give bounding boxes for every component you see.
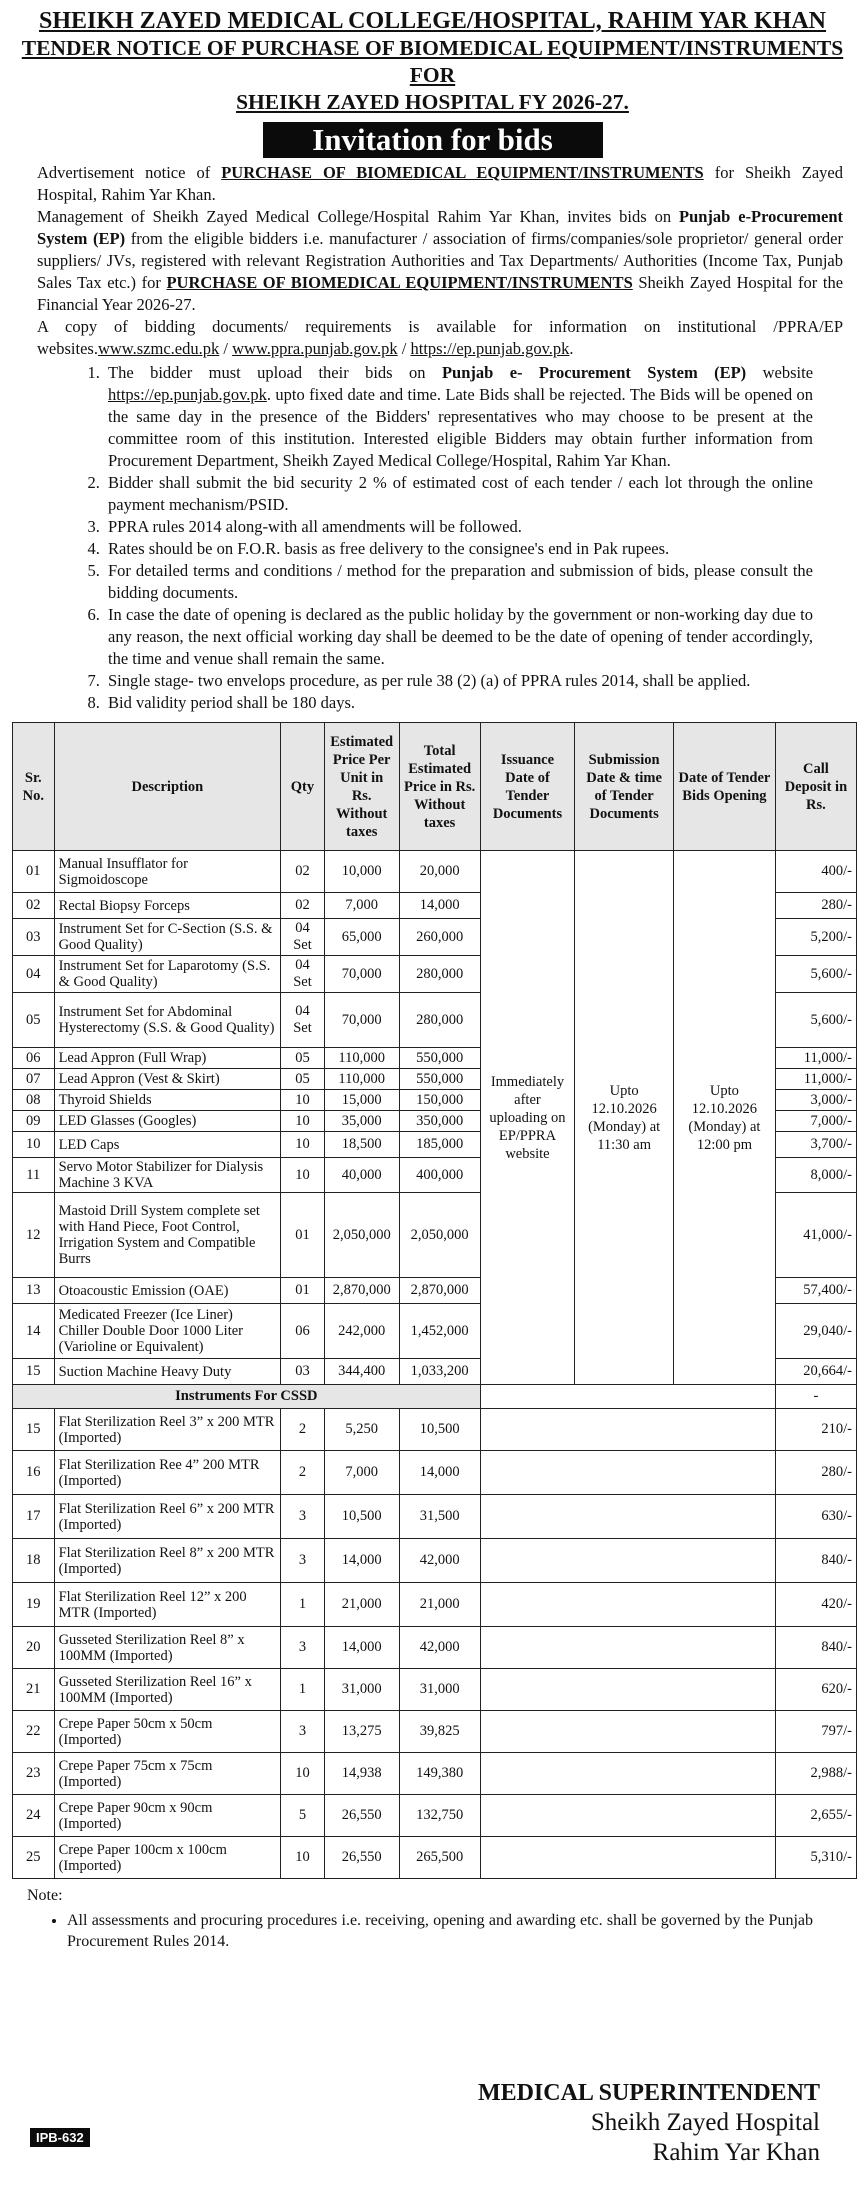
row-sr: 07 bbox=[13, 1069, 55, 1090]
row-total-price: 550,000 bbox=[399, 1069, 480, 1090]
link-ep-term[interactable]: https://ep.punjab.gov.pk bbox=[108, 385, 267, 404]
row-total-price: 260,000 bbox=[399, 919, 480, 956]
link-ep[interactable]: https://ep.punjab.gov.pk bbox=[410, 339, 570, 358]
row-deposit: 3,700/- bbox=[775, 1132, 856, 1158]
row-total-price: 550,000 bbox=[399, 1048, 480, 1069]
term-item: 4. Rates should be on F.O.R. basis as free delivery to the consignee's end in Pak rupees. bbox=[104, 538, 813, 560]
row-unit-price: 14,000 bbox=[324, 1539, 399, 1583]
row-unit-price: 13,275 bbox=[324, 1711, 399, 1753]
row-description: Servo Motor Stabilizer for Dialysis Machine 3 KVA bbox=[54, 1158, 281, 1193]
intro-paragraph-3: A copy of bidding documents/ requirements is available for information on institutional /PPRA/EP websites.www.szmc.edu.pk / www.ppra.punjab.gov.pk / https://ep.punjab.gov.pk. bbox=[37, 317, 843, 358]
row-deposit: 5,200/- bbox=[775, 919, 856, 956]
section-blank bbox=[480, 1385, 775, 1409]
row-description: Instrument Set for Laparotomy (S.S. & Good Quality) bbox=[54, 956, 281, 993]
row-deposit: 280/- bbox=[775, 893, 856, 919]
table-row bbox=[13, 851, 857, 893]
row-sr: 22 bbox=[13, 1711, 55, 1753]
row-total-price: 31,000 bbox=[399, 1669, 480, 1711]
row-qty: 02 bbox=[281, 893, 325, 919]
notice-header bbox=[12, 8, 853, 116]
col-qty: Qty bbox=[281, 723, 325, 851]
table-row bbox=[13, 1409, 857, 1451]
col-issuance: Issuance Date of Tender Documents bbox=[480, 723, 575, 851]
col-deposit: Call Deposit in Rs. bbox=[775, 723, 856, 851]
intro-paragraph-2: Management of Sheikh Zayed Medical College/Hospital Rahim Yar Khan, invites bids on Punjab e-Procurement System (EP) from the eligible bidders i.e. manufacturer / association of firms/companies/sole proprietor/ general order suppliers/ JVs, registered with relevant Registration Authorities and Tax Departments/ Authorities (Income Tax, Punjab Sales Tax etc.) for PURCHASE OF BIOMEDICAL EQUIPMENT/INSTRUMENTS Sheikh Zayed Hospital for the Financial Year 2026-27. bbox=[37, 207, 844, 314]
term-item: 6. In case the date of opening is declared as the public holiday by the government or non-working day due to any reason, the next official working day shall be deemed to be the date of opening of tender accordingly, the time and venue shall remain the same. bbox=[104, 604, 813, 670]
row-description: Flat Sterilization Reel 3” x 200 MTR (Imported) bbox=[54, 1409, 281, 1451]
row-deposit: 29,040/- bbox=[775, 1304, 856, 1359]
row-total-price: 149,380 bbox=[399, 1753, 480, 1795]
row-total-price: 1,033,200 bbox=[399, 1359, 480, 1385]
row-deposit: 630/- bbox=[775, 1495, 856, 1539]
row-description: Instrument Set for C-Section (S.S. & Good Quality) bbox=[54, 919, 281, 956]
row-unit-price: 18,500 bbox=[324, 1132, 399, 1158]
row-qty: 1 bbox=[281, 1583, 325, 1627]
row-total-price: 2,870,000 bbox=[399, 1278, 480, 1304]
row-unit-price: 31,000 bbox=[324, 1669, 399, 1711]
section-row bbox=[13, 1385, 857, 1409]
issuance-date: Immediately after uploading on EP/PPRA website bbox=[480, 851, 575, 1385]
row-total-price: 42,000 bbox=[399, 1539, 480, 1583]
row-unit-price: 40,000 bbox=[324, 1158, 399, 1193]
row-total-price: 280,000 bbox=[399, 956, 480, 993]
row-description: Crepe Paper 75cm x 75cm (Imported) bbox=[54, 1753, 281, 1795]
row-deposit: 20,664/- bbox=[775, 1359, 856, 1385]
row-sr: 12 bbox=[13, 1193, 55, 1278]
row-qty: 1 bbox=[281, 1669, 325, 1711]
link-szmc[interactable]: www.szmc.edu.pk bbox=[97, 339, 220, 358]
row-sr: 15 bbox=[13, 1409, 55, 1451]
row-total-price: 265,500 bbox=[399, 1837, 480, 1879]
row-total-price: 400,000 bbox=[399, 1158, 480, 1193]
row-description: Medicated Freezer (Ice Liner) Chiller Double Door 1000 Liter (Varioline or Equivalent) bbox=[54, 1304, 281, 1359]
row-sr: 01 bbox=[13, 851, 55, 893]
row-qty: 03 bbox=[281, 1359, 325, 1385]
row-description: Flat Sterilization Reel 6” x 200 MTR (Imported) bbox=[54, 1495, 281, 1539]
table-row bbox=[13, 1451, 857, 1495]
row-description: Mastoid Drill System complete set with Hand Piece, Foot Control, Irrigation System and Compatible Burrs bbox=[54, 1193, 281, 1278]
row-unit-price: 10,500 bbox=[324, 1495, 399, 1539]
row-qty: 10 bbox=[281, 1837, 325, 1879]
row-qty: 10 bbox=[281, 1132, 325, 1158]
row-sr: 08 bbox=[13, 1090, 55, 1111]
row-unit-price: 344,400 bbox=[324, 1359, 399, 1385]
term-item: 1. The bidder must upload their bids on Punjab e- Procurement System (EP) website https://ep.punjab.gov.pk. upto fixed date and time. Late Bids shall be rejected. The Bids will be opened on the same day in the presence of the Bidders' representatives who may choose to be present at the committee room of this institution. Interested eligible Bidders may obtain further information from Procurement Department, Sheikh Zayed Medical College/Hospital, Rahim Yar Khan. bbox=[104, 362, 813, 472]
row-total-price: 42,000 bbox=[399, 1627, 480, 1669]
row-deposit: 57,400/- bbox=[775, 1278, 856, 1304]
row-qty: 2 bbox=[281, 1451, 325, 1495]
row-unit-price: 2,050,000 bbox=[324, 1193, 399, 1278]
row-total-price: 280,000 bbox=[399, 993, 480, 1048]
row-deposit: 8,000/- bbox=[775, 1158, 856, 1193]
row-description: Crepe Paper 90cm x 90cm (Imported) bbox=[54, 1795, 281, 1837]
notice-title-line2: SHEIKH ZAYED HOSPITAL FY 2026-27. bbox=[236, 90, 629, 114]
row-qty: 3 bbox=[281, 1495, 325, 1539]
row-unit-price: 14,000 bbox=[324, 1627, 399, 1669]
terms-list bbox=[82, 362, 813, 714]
row-description: Lead Appron (Vest & Skirt) bbox=[54, 1069, 281, 1090]
row-deposit: 5,310/- bbox=[775, 1837, 856, 1879]
row-total-price: 150,000 bbox=[399, 1090, 480, 1111]
row-sr: 19 bbox=[13, 1583, 55, 1627]
row-unit-price: 110,000 bbox=[324, 1048, 399, 1069]
row-deposit: 11,000/- bbox=[775, 1069, 856, 1090]
notice-title-line1: TENDER NOTICE OF PURCHASE OF BIOMEDICAL EQUIPMENT/INSTRUMENTS FOR bbox=[21, 36, 844, 87]
row-qty: 10 bbox=[281, 1090, 325, 1111]
signatory-hospital: Sheikh Zayed Hospital bbox=[590, 2109, 820, 2136]
row-deposit: 5,600/- bbox=[775, 956, 856, 993]
row-total-price: 20,000 bbox=[399, 851, 480, 893]
row-sr: 04 bbox=[13, 956, 55, 993]
opening-date: Upto 12.10.2026 (Monday) at 12:00 pm bbox=[673, 851, 775, 1385]
note-item: • All assessments and procuring procedures i.e. receiving, opening and awarding etc. shall be governed by the Punjab Procurement Rules 2014. bbox=[67, 1910, 813, 1952]
col-sr: Sr. No. bbox=[13, 723, 55, 851]
row-description: Lead Appron (Full Wrap) bbox=[54, 1048, 281, 1069]
row-description: Manual Insufflator for Sigmoidoscope bbox=[54, 851, 281, 893]
row-sr: 13 bbox=[13, 1278, 55, 1304]
row-description: Flat Sterilization Reel 8” x 200 MTR (Imported) bbox=[54, 1539, 281, 1583]
row-deposit: 5,600/- bbox=[775, 993, 856, 1048]
institution-title: SHEIKH ZAYED MEDICAL COLLEGE/HOSPITAL, RAHIM YAR KHAN bbox=[38, 8, 827, 34]
row-unit-price: 21,000 bbox=[324, 1583, 399, 1627]
row-sr: 17 bbox=[13, 1495, 55, 1539]
row-blank bbox=[480, 1627, 775, 1669]
row-unit-price: 70,000 bbox=[324, 993, 399, 1048]
row-unit-price: 10,000 bbox=[324, 851, 399, 893]
row-deposit: 7,000/- bbox=[775, 1111, 856, 1132]
table-row bbox=[13, 1583, 857, 1627]
row-qty: 01 bbox=[281, 1278, 325, 1304]
row-description: Otoacoustic Emission (OAE) bbox=[54, 1278, 281, 1304]
row-unit-price: 242,000 bbox=[324, 1304, 399, 1359]
row-sr: 06 bbox=[13, 1048, 55, 1069]
term-item: 7. Single stage- two envelops procedure, as per rule 38 (2) (a) of PPRA rules 2014, shall be applied. bbox=[104, 670, 813, 692]
row-description: Gusseted Sterilization Reel 8” x 100MM (Imported) bbox=[54, 1627, 281, 1669]
row-sr: 21 bbox=[13, 1669, 55, 1711]
row-sr: 15 bbox=[13, 1359, 55, 1385]
ipb-badge: IPB-632 bbox=[30, 2128, 90, 2147]
row-unit-price: 5,250 bbox=[324, 1409, 399, 1451]
row-description: Instrument Set for Abdominal Hysterectomy (S.S. & Good Quality) bbox=[54, 993, 281, 1048]
row-qty: 05 bbox=[281, 1069, 325, 1090]
section-title: Instruments For CSSD bbox=[13, 1385, 481, 1409]
row-qty: 04 Set bbox=[281, 919, 325, 956]
row-total-price: 10,500 bbox=[399, 1409, 480, 1451]
term-item: 5. For detailed terms and conditions / method for the preparation and submission of bids, please consult the bidding documents. bbox=[104, 560, 813, 604]
row-qty: 06 bbox=[281, 1304, 325, 1359]
items-table bbox=[12, 722, 857, 1879]
row-blank bbox=[480, 1711, 775, 1753]
row-unit-price: 15,000 bbox=[324, 1090, 399, 1111]
row-description: Crepe Paper 100cm x 100cm (Imported) bbox=[54, 1837, 281, 1879]
row-unit-price: 2,870,000 bbox=[324, 1278, 399, 1304]
row-deposit: 280/- bbox=[775, 1451, 856, 1495]
row-sr: 10 bbox=[13, 1132, 55, 1158]
row-qty: 3 bbox=[281, 1711, 325, 1753]
row-description: Suction Machine Heavy Duty bbox=[54, 1359, 281, 1385]
col-opening: Date of Tender Bids Opening bbox=[673, 723, 775, 851]
row-unit-price: 35,000 bbox=[324, 1111, 399, 1132]
row-unit-price: 65,000 bbox=[324, 919, 399, 956]
note-section bbox=[27, 1885, 853, 1952]
row-qty: 3 bbox=[281, 1627, 325, 1669]
col-description: Description bbox=[54, 723, 281, 851]
row-qty: 04 Set bbox=[281, 993, 325, 1048]
row-description: LED Glasses (Googles) bbox=[54, 1111, 281, 1132]
table-row bbox=[13, 1837, 857, 1879]
col-submission: Submission Date & time of Tender Documents bbox=[575, 723, 674, 851]
link-ppra[interactable]: www.ppra.punjab.gov.pk bbox=[232, 339, 398, 358]
row-deposit: 2,655/- bbox=[775, 1795, 856, 1837]
table-row bbox=[13, 1711, 857, 1753]
row-deposit: 210/- bbox=[775, 1409, 856, 1451]
row-total-price: 14,000 bbox=[399, 1451, 480, 1495]
row-total-price: 350,000 bbox=[399, 1111, 480, 1132]
row-blank bbox=[480, 1539, 775, 1583]
signatory-city: Rahim Yar Khan bbox=[652, 2139, 820, 2166]
row-blank bbox=[480, 1795, 775, 1837]
row-description: Thyroid Shields bbox=[54, 1090, 281, 1111]
row-qty: 02 bbox=[281, 851, 325, 893]
row-blank bbox=[480, 1409, 775, 1451]
items-table-body bbox=[13, 851, 857, 1879]
row-sr: 03 bbox=[13, 919, 55, 956]
row-unit-price: 26,550 bbox=[324, 1837, 399, 1879]
row-deposit: 420/- bbox=[775, 1583, 856, 1627]
signatory-title: MEDICAL SUPERINTENDENT bbox=[477, 2080, 820, 2106]
row-qty: 10 bbox=[281, 1158, 325, 1193]
row-unit-price: 7,000 bbox=[324, 893, 399, 919]
row-description: Flat Sterilization Ree 4” 200 MTR (Imported) bbox=[54, 1451, 281, 1495]
invitation-banner: Invitation for bids bbox=[263, 122, 603, 158]
row-unit-price: 110,000 bbox=[324, 1069, 399, 1090]
row-total-price: 132,750 bbox=[399, 1795, 480, 1837]
row-description: Gusseted Sterilization Reel 16” x 100MM (Imported) bbox=[54, 1669, 281, 1711]
row-sr: 11 bbox=[13, 1158, 55, 1193]
row-blank bbox=[480, 1495, 775, 1539]
row-sr: 20 bbox=[13, 1627, 55, 1669]
row-sr: 14 bbox=[13, 1304, 55, 1359]
row-unit-price: 70,000 bbox=[324, 956, 399, 993]
row-sr: 02 bbox=[13, 893, 55, 919]
row-deposit: 797/- bbox=[775, 1711, 856, 1753]
row-blank bbox=[480, 1837, 775, 1879]
row-deposit: 400/- bbox=[775, 851, 856, 893]
row-sr: 23 bbox=[13, 1753, 55, 1795]
row-deposit: 41,000/- bbox=[775, 1193, 856, 1278]
row-description: Crepe Paper 50cm x 50cm (Imported) bbox=[54, 1711, 281, 1753]
row-sr: 09 bbox=[13, 1111, 55, 1132]
row-qty: 04 Set bbox=[281, 956, 325, 993]
row-unit-price: 14,938 bbox=[324, 1753, 399, 1795]
signature-block bbox=[478, 2078, 820, 2168]
row-unit-price: 7,000 bbox=[324, 1451, 399, 1495]
row-deposit: 620/- bbox=[775, 1669, 856, 1711]
row-unit-price: 26,550 bbox=[324, 1795, 399, 1837]
row-blank bbox=[480, 1583, 775, 1627]
table-row bbox=[13, 1669, 857, 1711]
row-deposit: 840/- bbox=[775, 1539, 856, 1583]
row-total-price: 14,000 bbox=[399, 893, 480, 919]
row-deposit: 2,988/- bbox=[775, 1753, 856, 1795]
row-qty: 3 bbox=[281, 1539, 325, 1583]
row-description: Rectal Biopsy Forceps bbox=[54, 893, 281, 919]
row-sr: 05 bbox=[13, 993, 55, 1048]
table-row bbox=[13, 1627, 857, 1669]
row-sr: 25 bbox=[13, 1837, 55, 1879]
row-total-price: 2,050,000 bbox=[399, 1193, 480, 1278]
row-description: LED Caps bbox=[54, 1132, 281, 1158]
row-deposit: 11,000/- bbox=[775, 1048, 856, 1069]
row-qty: 10 bbox=[281, 1753, 325, 1795]
row-description: Flat Sterilization Reel 12” x 200 MTR (Imported) bbox=[54, 1583, 281, 1627]
note-label: Note: bbox=[27, 1887, 63, 1904]
row-total-price: 1,452,000 bbox=[399, 1304, 480, 1359]
row-sr: 18 bbox=[13, 1539, 55, 1583]
row-total-price: 21,000 bbox=[399, 1583, 480, 1627]
row-total-price: 31,500 bbox=[399, 1495, 480, 1539]
col-unit-price: Estimated Price Per Unit in Rs. Without taxes bbox=[324, 723, 399, 851]
row-qty: 2 bbox=[281, 1409, 325, 1451]
row-total-price: 39,825 bbox=[399, 1711, 480, 1753]
submission-date: Upto 12.10.2026 (Monday) at 11:30 am bbox=[575, 851, 674, 1385]
col-total-price: Total Estimated Price in Rs. Without taxes bbox=[399, 723, 480, 851]
row-deposit: 3,000/- bbox=[775, 1090, 856, 1111]
row-deposit: 840/- bbox=[775, 1627, 856, 1669]
term-item: 3. PPRA rules 2014 along-with all amendments will be followed. bbox=[104, 516, 813, 538]
row-blank bbox=[480, 1669, 775, 1711]
table-row bbox=[13, 1495, 857, 1539]
intro-paragraph-1: Advertisement notice of PURCHASE OF BIOMEDICAL EQUIPMENT/INSTRUMENTS for Sheikh Zayed Hospital, Rahim Yar Khan. bbox=[37, 163, 844, 204]
row-qty: 05 bbox=[281, 1048, 325, 1069]
row-qty: 5 bbox=[281, 1795, 325, 1837]
term-item: 8. Bid validity period shall be 180 days. bbox=[104, 692, 813, 714]
table-row bbox=[13, 1753, 857, 1795]
table-row bbox=[13, 1539, 857, 1583]
term-item: 2. Bidder shall submit the bid security 2 % of estimated cost of each tender / each lot through the online payment mechanism/PSID. bbox=[104, 472, 813, 516]
section-deposit: - bbox=[775, 1385, 856, 1409]
row-total-price: 185,000 bbox=[399, 1132, 480, 1158]
row-qty: 10 bbox=[281, 1111, 325, 1132]
row-qty: 01 bbox=[281, 1193, 325, 1278]
row-sr: 16 bbox=[13, 1451, 55, 1495]
table-row bbox=[13, 1795, 857, 1837]
row-blank bbox=[480, 1753, 775, 1795]
row-sr: 24 bbox=[13, 1795, 55, 1837]
row-blank bbox=[480, 1451, 775, 1495]
